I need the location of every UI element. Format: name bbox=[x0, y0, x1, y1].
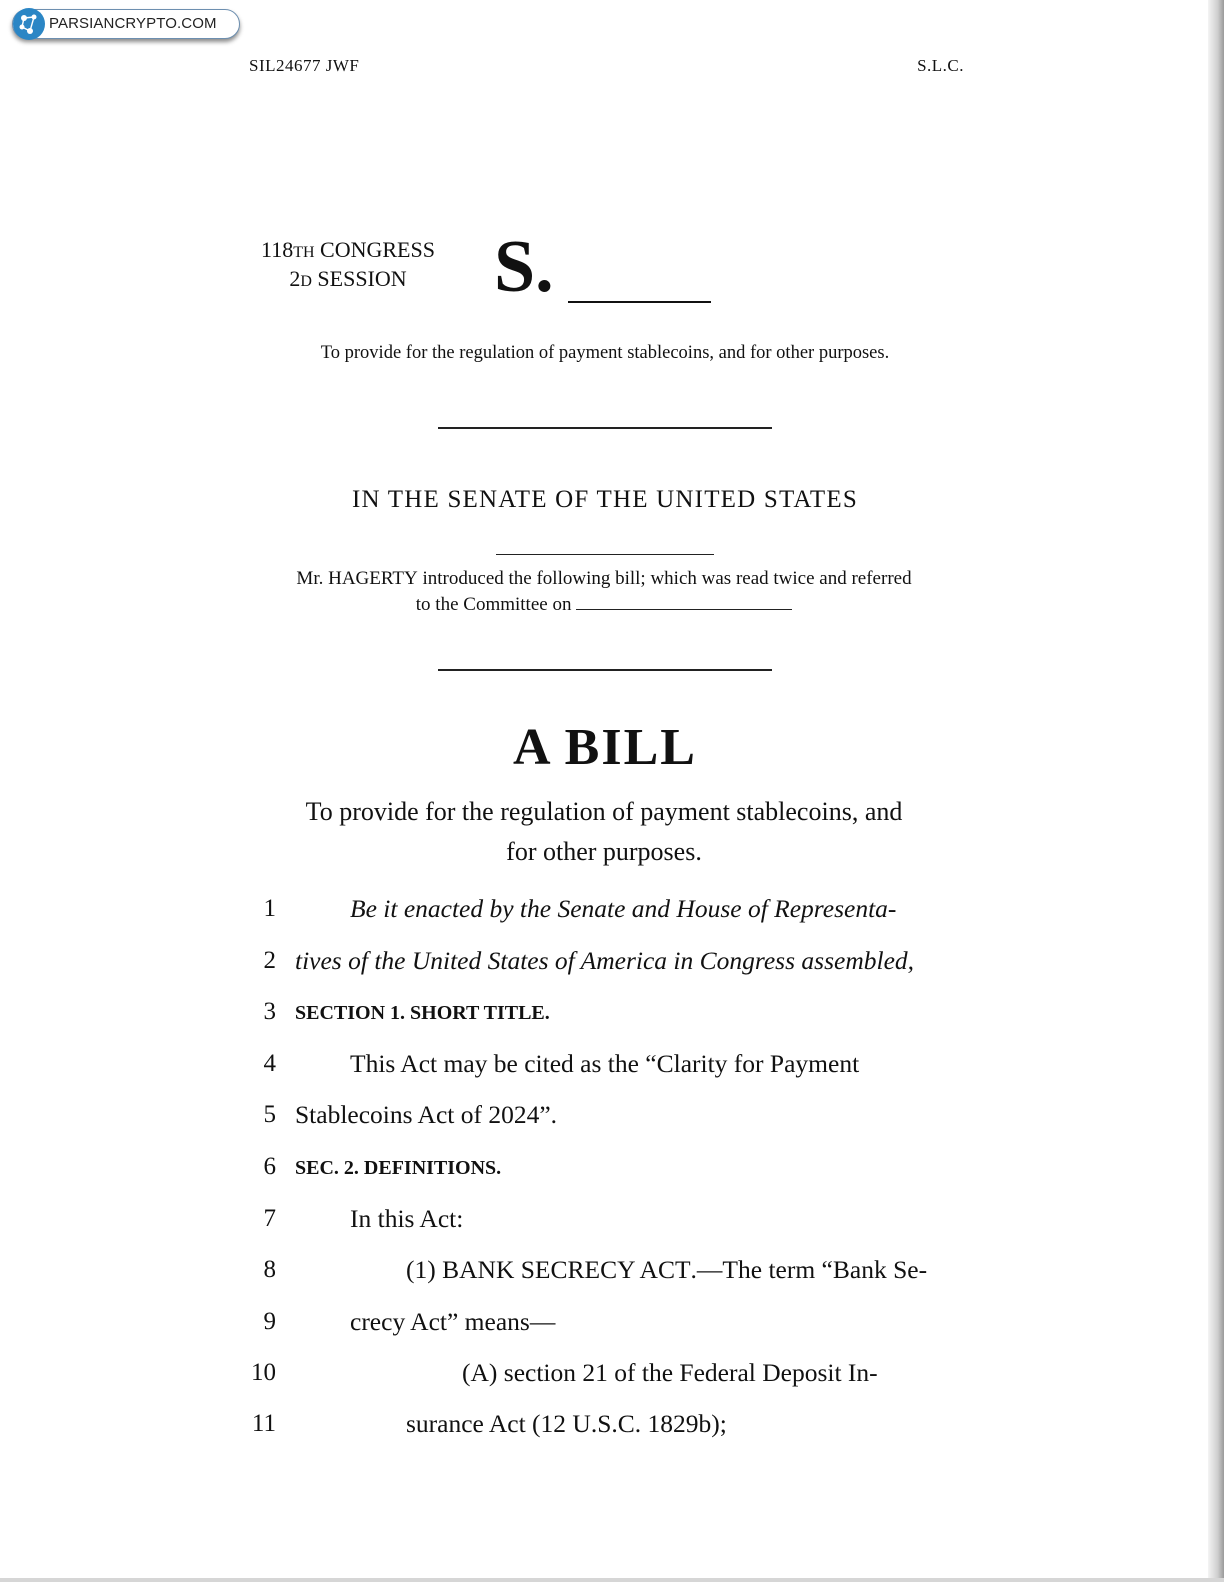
section-heading: SEC. 2. DEFINITIONS. bbox=[295, 1157, 502, 1179]
line-number: 11 bbox=[251, 1410, 276, 1437]
line-number: 4 bbox=[263, 1050, 276, 1077]
bill-designation: S. bbox=[494, 226, 554, 308]
introduction-paragraph bbox=[246, 566, 962, 618]
line-number: 8 bbox=[263, 1256, 276, 1283]
line-number: 1 bbox=[263, 895, 276, 922]
congress-line: 118TH CONGRESS bbox=[261, 237, 435, 262]
line-number: 2 bbox=[263, 947, 276, 974]
watermark-text: PARSIANCRYPTO.COM bbox=[49, 15, 217, 32]
network-logo-icon bbox=[13, 8, 45, 40]
enacting-clause: tives of the United States of America in Congress assembled, bbox=[295, 946, 915, 975]
subparagraph-text: (A) section 21 of the Federal Deposit In- bbox=[462, 1358, 878, 1387]
line-number: 10 bbox=[251, 1359, 276, 1386]
sponsor-name: HAGERTY bbox=[328, 568, 418, 589]
session-line: 2D SESSION bbox=[289, 266, 407, 291]
committee-blank bbox=[576, 593, 792, 610]
bill-purpose: To provide for the regulation of payment stablecoins, and for other purposes. bbox=[305, 797, 903, 866]
body-text: In this Act: bbox=[350, 1204, 464, 1233]
purpose-caption: To provide for the regulation of payment stablecoins, and for other purposes. bbox=[320, 343, 890, 363]
defined-term: BANK SECRECY ACT bbox=[442, 1255, 691, 1284]
divider-rule bbox=[438, 427, 772, 429]
line-number: 5 bbox=[263, 1101, 276, 1128]
body-text: Stablecoins Act of 2024”. bbox=[295, 1100, 558, 1129]
body-text: crecy Act” means— bbox=[350, 1307, 556, 1336]
document-code: S.L.C. bbox=[917, 56, 964, 75]
page-edge-shadow bbox=[1208, 0, 1224, 1582]
watermark-badge bbox=[12, 9, 240, 39]
intro-line-2: to the Committee on bbox=[246, 592, 962, 618]
congress-session-block bbox=[246, 237, 450, 295]
line-number: 7 bbox=[263, 1205, 276, 1232]
line-number: 6 bbox=[263, 1153, 276, 1180]
bill-number-blank bbox=[568, 301, 711, 303]
senate-heading: IN THE SENATE OF THE UNITED STATES bbox=[352, 486, 858, 513]
bill-title: A BILL bbox=[513, 719, 697, 776]
document-id: SIL24677 JWF bbox=[249, 56, 360, 75]
line-number: 9 bbox=[263, 1308, 276, 1335]
line-number: 3 bbox=[263, 998, 276, 1025]
section-heading: SECTION 1. SHORT TITLE. bbox=[295, 1002, 550, 1024]
divider-rule bbox=[438, 669, 772, 671]
body-text: This Act may be cited as the “Clarity for Payment bbox=[350, 1049, 860, 1078]
intro-line-1: Mr. HAGERTY introduced the following bill; which was read twice and referred bbox=[296, 568, 912, 589]
divider-rule-short bbox=[496, 554, 714, 555]
enacting-clause: Be it enacted by the Senate and House of Representa- bbox=[350, 894, 897, 923]
definition-paragraph: (1) BANK SECRECY ACT.—The term “Bank Se- bbox=[406, 1255, 928, 1284]
subparagraph-text: surance Act (12 U.S.C. 1829b); bbox=[406, 1409, 727, 1438]
page-bottom-edge bbox=[0, 1578, 1224, 1582]
